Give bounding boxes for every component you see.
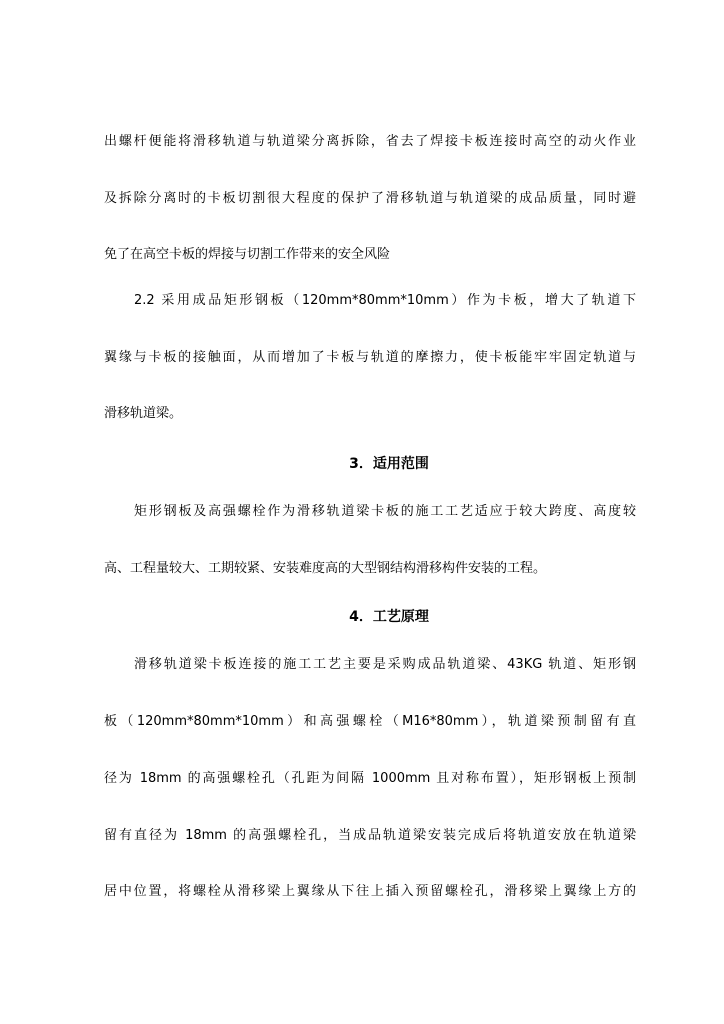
section-heading-3: 3．适用范围 (349, 456, 429, 472)
para2-line-1: 2.2 采用成品矩形钢板（120mm*80mm*10mm）作为卡板，增大了轨道下 (134, 293, 636, 308)
para3-line-1: 矩形钢板及高强螺栓作为滑移轨道梁卡板的施工工艺适应于较大跨度、高度较 (134, 504, 636, 519)
para4-line-5: 居中位置，将螺栓从滑移梁上翼缘从下往上插入预留螺栓孔，滑移梁上翼缘上方的 (104, 884, 636, 899)
section-heading-4: 4．工艺原理 (349, 609, 429, 625)
para4-line-3: 径为 18mm 的高强螺栓孔（孔距为间隔 1000mm 且对称布置），矩形钢板上预制 (104, 771, 636, 786)
para2-line-3: 滑移轨道梁。 (104, 406, 183, 421)
para1-line-1: 出螺杆便能将滑移轨道与轨道梁分离拆除，省去了焊接卡板连接时高空的动火作业 (104, 134, 636, 149)
para1-line-2: 及拆除分离时的卡板切割很大程度的保护了滑移轨道与轨道梁的成品质量，同时避 (104, 191, 636, 206)
para2-line-2: 翼缘与卡板的接触面，从而增加了卡板与轨道的摩擦力，使卡板能牢牢固定轨道与 (104, 350, 636, 365)
para4-line-4: 留有直径为 18mm 的高强螺栓孔，当成品轨道梁安装完成后将轨道安放在轨道梁 (104, 828, 636, 843)
para3-line-2: 高、工程量较大、工期较紧、安装难度高的大型钢结构滑移构件安装的工程。 (104, 561, 547, 576)
para1-line-3: 免了在高空卡板的焊接与切割工作带来的安全风险 (104, 247, 391, 262)
para4-line-2: 板（120mm*80mm*10mm）和高强螺栓（M16*80mm），轨道梁预制留有直 (104, 714, 636, 729)
para4-line-1: 滑移轨道梁卡板连接的施工工艺主要是采购成品轨道梁、43KG 轨道、矩形钢 (134, 657, 636, 672)
